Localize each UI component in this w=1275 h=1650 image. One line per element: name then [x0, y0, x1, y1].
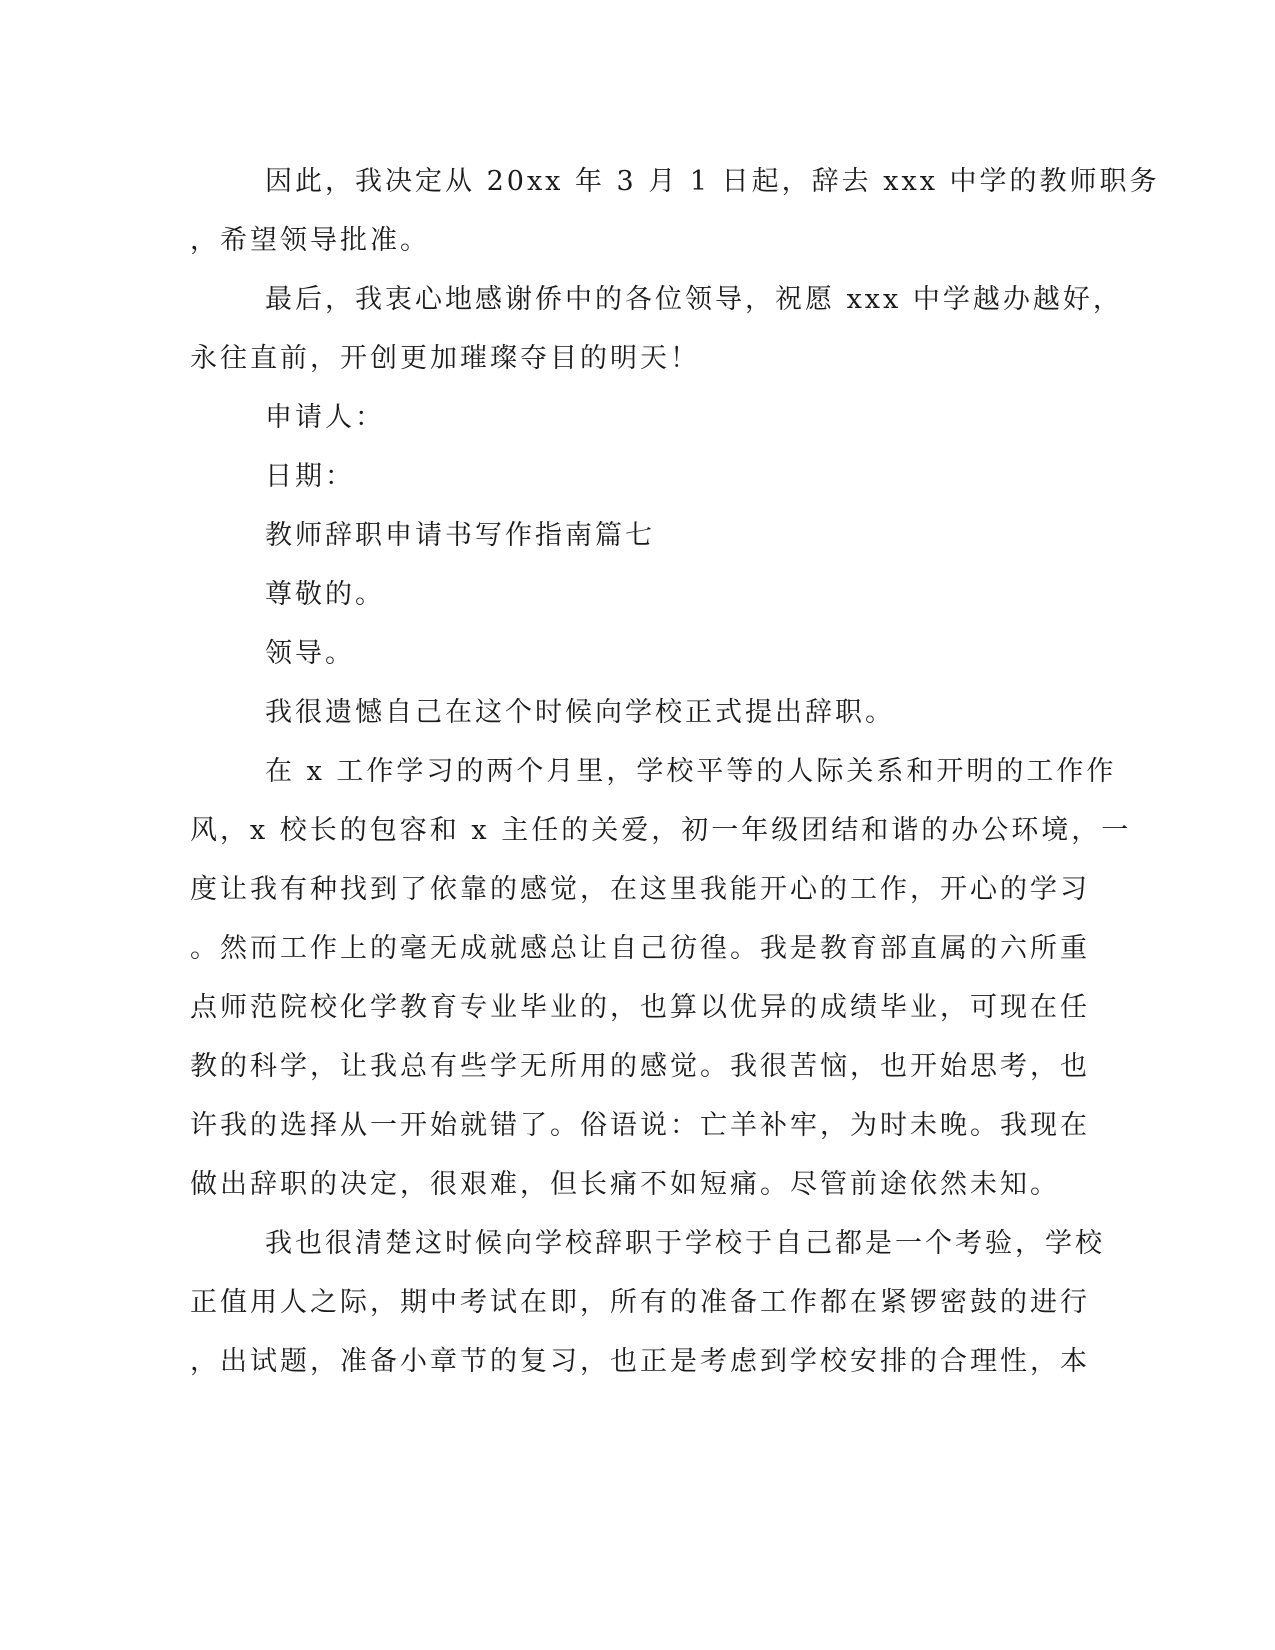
text-line: 点师范院校化学教育专业毕业的，也算以优异的成绩毕业，可现在任	[190, 992, 1090, 1023]
text-line: 我也很清楚这时候向学校辞职于学校于自己都是一个考验，学校	[265, 1228, 1105, 1259]
text-line: 风，x 校长的包容和 x 主任的关爱，初一年级团结和谐的办公环境，一	[190, 815, 1132, 846]
text-line: ，希望领导批准。	[190, 225, 430, 256]
text-line: 度让我有种找到了依靠的感觉，在这里我能开心的工作，开心的学习	[190, 874, 1090, 905]
text-line: 许我的选择从一开始就错了。俗语说：亡羊补牢，为时未晚。我现在	[190, 1110, 1090, 1141]
salutation-line: 尊敬的。	[265, 579, 385, 610]
text-line: 我很遗憾自己在这个时候向学校正式提出辞职。	[265, 697, 895, 728]
text-line: 在 x 工作学习的两个月里，学校平等的人际关系和开明的工作作	[265, 756, 1117, 787]
text-line: 正值用人之际，期中考试在即，所有的准备工作都在紧锣密鼓的进行	[190, 1287, 1090, 1318]
text-line: ，出试题，准备小章节的复习，也正是考虑到学校安排的合理性，本	[190, 1346, 1090, 1377]
text-line: 最后，我衷心地感谢侨中的各位领导，祝愿 xxx 中学越办越好，	[265, 284, 1123, 315]
section-heading: 教师辞职申请书写作指南篇七	[265, 520, 655, 551]
applicant-label: 申请人：	[265, 402, 385, 433]
text-line: 教的科学，让我总有些学无所用的感觉。我很苦恼，也开始思考，也	[190, 1051, 1090, 1082]
text-line: 因此，我决定从 20xx 年 3 月 1 日起，辞去 xxx 中学的教师职务	[265, 166, 1160, 197]
date-label: 日期：	[265, 461, 355, 492]
text-line: 。然而工作上的毫无成就感总让自己彷徨。我是教育部直属的六所重	[190, 933, 1090, 964]
salutation-line: 领导。	[265, 638, 355, 669]
text-line: 做出辞职的决定，很艰难，但长痛不如短痛。尽管前途依然未知。	[190, 1169, 1060, 1200]
text-line: 永往直前，开创更加璀璨夺目的明天！	[190, 343, 700, 374]
